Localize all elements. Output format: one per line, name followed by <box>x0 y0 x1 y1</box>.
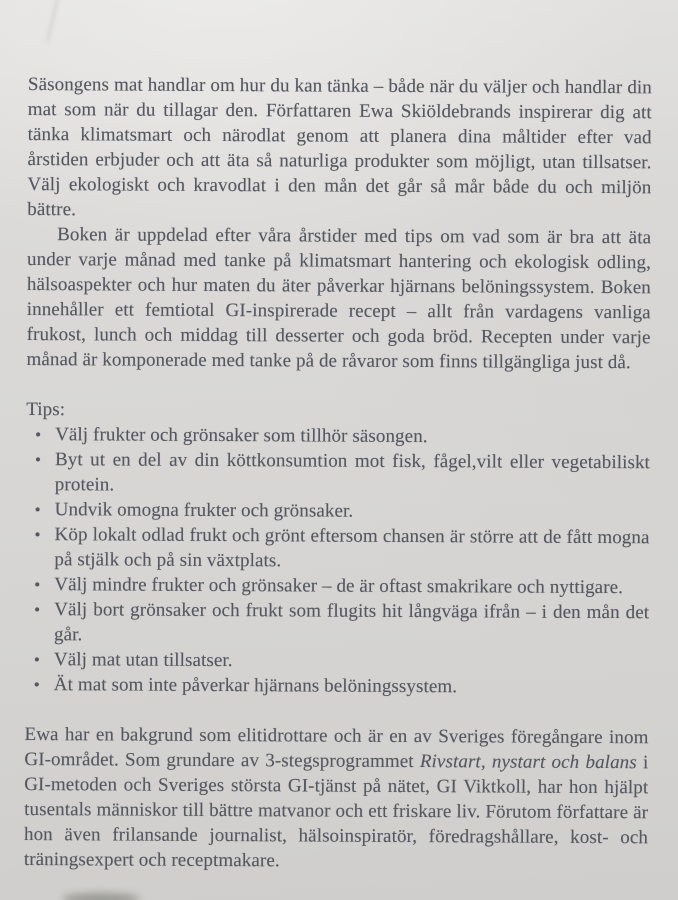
intro-paragraph: Säsongens mat handlar om hur du kan tänka – både när du väljer och handlar din mat som när du tillagar den. Författaren Ewa Skiöldebrands inspirerar dig att tänka klimatsmart och närodlat genom att planera dina måltider efter vad årstiden erbjuder och att äta så naturliga produkter som möjligt, utan tillsatser. Välj ekologiskt och kravodlat i den mån det går så mår både du och miljön bättre. <box>27 73 652 221</box>
tip-text: Välj frukter och grönsaker som tillhör säsongen. <box>55 424 428 448</box>
tip-text: Köp lokalt odlad frukt och grönt eftersom chansen är större att de fått mogna på stjälk och på sin växtplats. <box>54 524 650 572</box>
bullet-icon: • <box>35 425 42 445</box>
bullet-icon: • <box>34 575 41 595</box>
tip-text: Undvik omogna frukter och grönsaker. <box>54 499 354 522</box>
book-description-paragraph: Boken är uppdelad efter våra årstider med tips om vad som är bra att äta under varje månad med tanke på klimatsmart hantering och ekologisk odling, hälsoaspekter och hur maten du äter påverkar hjärnans belöningssystem. Boken innehåller ett femtiotal GI-inspirerade recept – allt från vardagens vanliga frukost, lunch och middag till desserter och goda bröd. Recepten under varje månad är komponerade med tanke på de råvaror som finns tillgängliga just då. <box>26 224 652 374</box>
author-bio-paragraph <box>24 722 649 875</box>
back-cover-text-block <box>24 72 652 875</box>
tip-item <box>25 647 649 675</box>
bullet-icon: • <box>34 450 42 470</box>
tip-text: Välj bort grönsaker och frukt som flugits hit långväga ifrån – i den mån det går. <box>53 599 650 646</box>
tip-item <box>26 422 650 450</box>
bullet-icon: • <box>33 675 40 695</box>
author-bio-text: i GI-metoden och Sveriges största GI-tjänst på nätet, GI Viktkoll, har hon hjälpt tusentals människor till bättre matvanor och ett friskare liv. Förutom författare är hon även frilansande journalist, hälsoinspiratör, föredragshållare, kost- och träningsexpert och receptmakare. <box>23 752 649 872</box>
tip-text: Välj mat utan tillsatser. <box>53 649 233 672</box>
bullet-icon: • <box>34 500 41 520</box>
tips-section <box>25 397 651 700</box>
author-bio-text: Ewa har en bakgrund som elitidrottare och är en av Sveriges föregångare inom GI-området. Som grundare av 3-stegsprogrammet <box>24 723 649 773</box>
tip-item <box>25 522 649 575</box>
tip-text: Byt ut en del av din köttkonsumtion mot fisk, fågel,vilt eller vegetabiliskt protein. <box>54 449 651 496</box>
bullet-icon: • <box>34 600 41 620</box>
tip-text: Ät mat som inte påverkar hjärnans belöningssystem. <box>53 674 458 698</box>
bullet-icon: • <box>34 525 41 545</box>
program-title-italic: Rivstart, nystart och balans <box>419 751 637 774</box>
paper-crease <box>46 0 60 42</box>
tip-item <box>25 672 649 700</box>
tips-heading: Tips: <box>26 398 66 421</box>
tip-item <box>25 572 649 600</box>
bullet-icon: • <box>33 650 41 670</box>
tip-item <box>26 497 650 525</box>
tip-item <box>25 597 649 650</box>
tips-list <box>25 422 650 700</box>
tip-text: Välj mindre frukter och grönsaker – de är oftast smakrikare och nyttigare. <box>54 574 624 599</box>
tip-item <box>26 447 650 500</box>
photo-shadow-smudge <box>62 893 140 900</box>
